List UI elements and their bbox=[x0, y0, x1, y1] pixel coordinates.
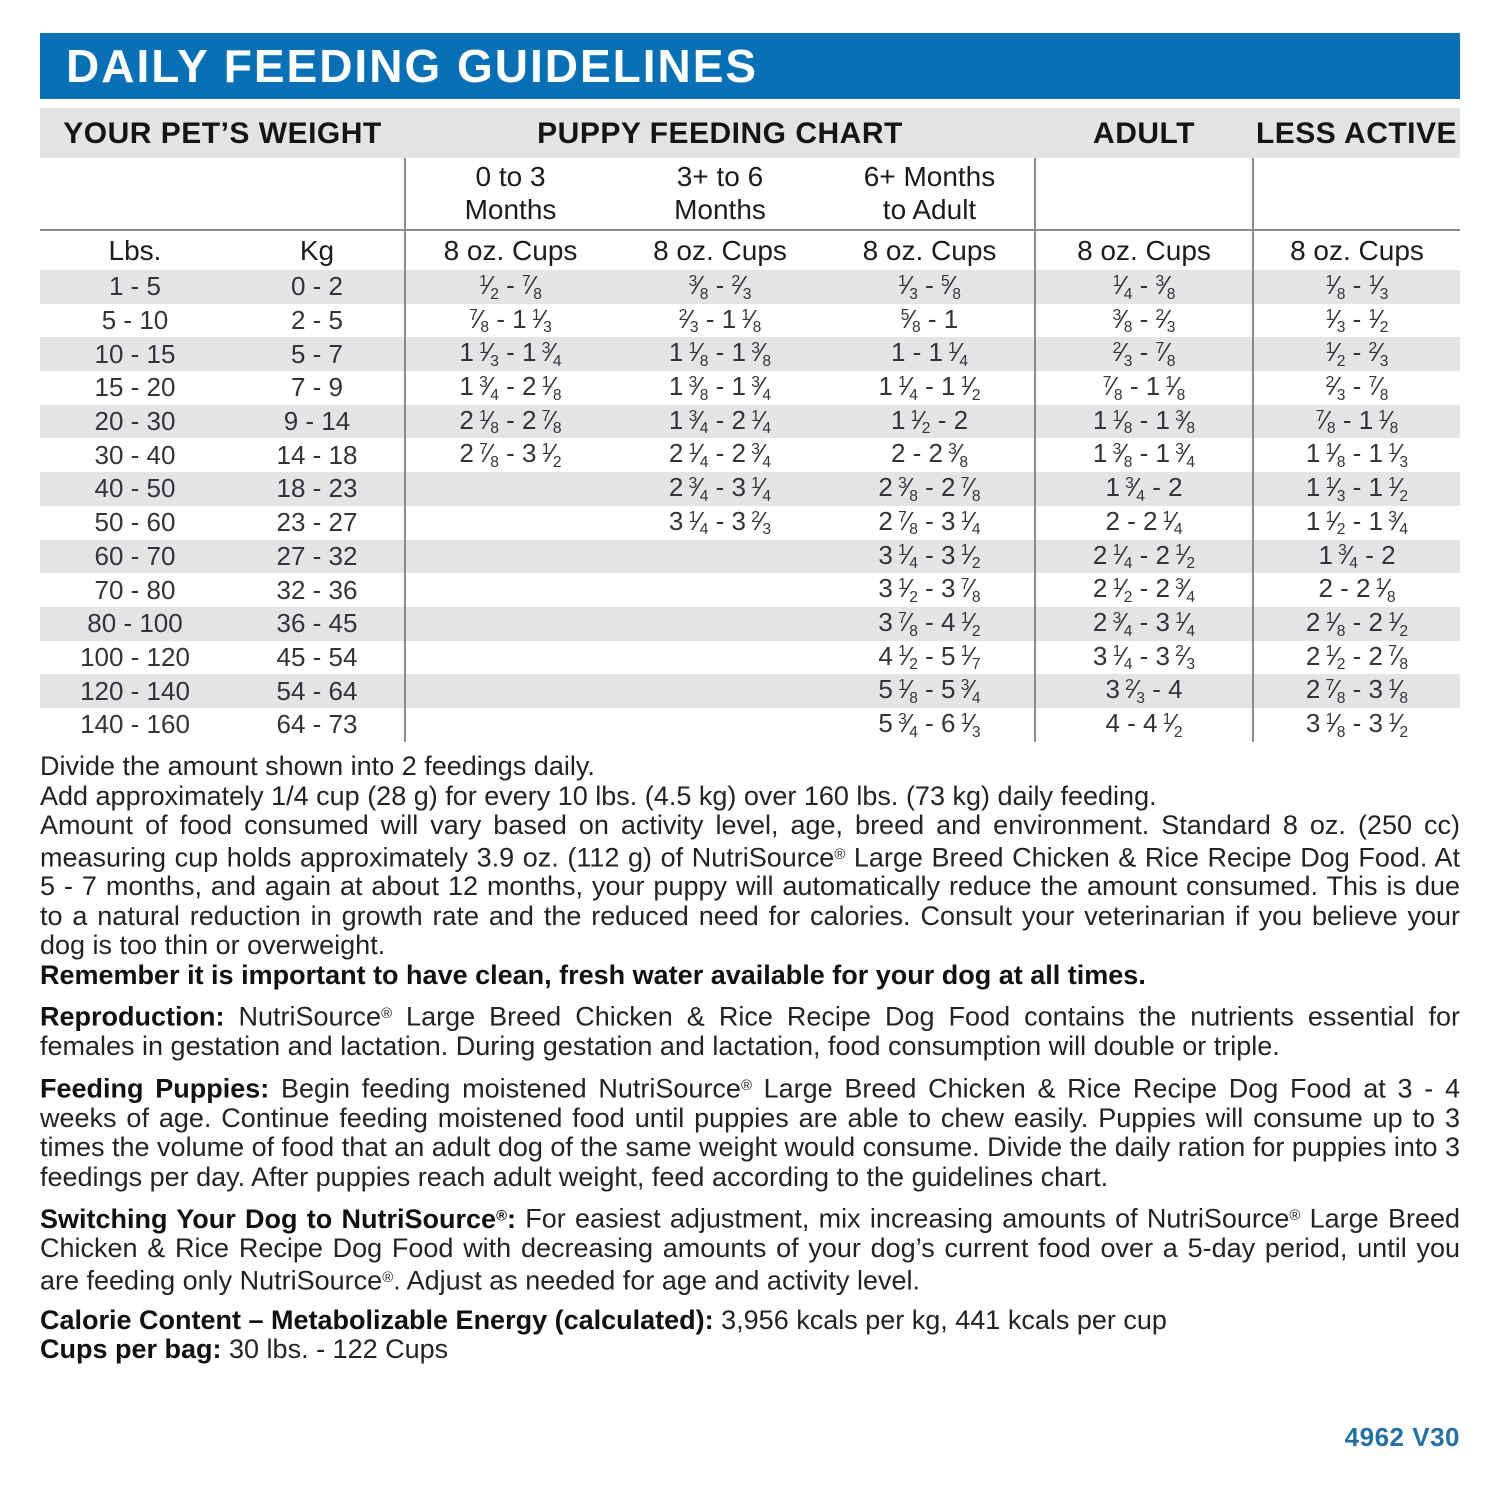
weight-kg-cell: 64 - 73 bbox=[276, 709, 358, 740]
table-row bbox=[40, 607, 1460, 641]
weight-lbs-cell: 120 - 140 bbox=[80, 675, 190, 706]
section-header-less-active: LESS ACTIVE bbox=[1255, 117, 1458, 150]
less-active-cell: 1 $^1⁄_2 - 1$ $^3⁄_4$ bbox=[1253, 506, 1460, 540]
puppy-3-6-cell bbox=[615, 540, 825, 574]
units-label: 8 oz. Cups bbox=[405, 230, 615, 270]
table-row bbox=[40, 270, 1460, 304]
weight-kg-cell: 32 - 36 bbox=[276, 574, 358, 605]
weight-lbs-cell: 40 - 50 bbox=[94, 473, 176, 504]
weight-lbs-cell: 50 - 60 bbox=[94, 507, 176, 538]
column-header-kg: Kg bbox=[230, 230, 405, 270]
adult-cell: $^1⁄_4$ - $^3⁄_8$ bbox=[1035, 270, 1253, 304]
table-row bbox=[40, 708, 1460, 742]
note-paragraph: Divide the amount shown into 2 feedings daily. bbox=[40, 751, 595, 781]
puppy-0-3-cell: 2 $^7⁄_8 - 3$ $^1⁄_2$ bbox=[405, 438, 615, 472]
puppy-6-adult-cell: 3 $^1⁄_2 - 3$ $^7⁄_8$ bbox=[878, 573, 981, 606]
less-active-cell: 1 $^1⁄_3 - 1$ $^1⁄_2$ bbox=[1253, 472, 1460, 506]
puppy-0-3-cell bbox=[405, 641, 615, 675]
puppy-3-6-cell: 1 $^3⁄_8 - 1$ $^3⁄_4$ bbox=[668, 371, 772, 404]
note-paragraph: Calorie Content – Metabolizable Energy (calculated): 3,956 kcals per kg, 441 kcals per cup bbox=[40, 1304, 1167, 1335]
puppy-3-6-cell: $^2⁄_3 - 1$ $^1⁄_8$ bbox=[678, 303, 762, 337]
units-header-row bbox=[40, 230, 1460, 270]
month-header-row bbox=[40, 158, 1460, 230]
puppy-6-adult-cell: 3 $^1⁄_4 - 3$ $^1⁄_2$ bbox=[878, 539, 981, 573]
puppy-3-6-cell bbox=[615, 708, 825, 742]
note-paragraph: Amount of food consumed will vary based on activity level, age, breed and environment. Standard 8 oz. (250 cc) measuring cup holds approximately 3.9 oz. (112 g) of NutriSource® Large Breed Chicken & Rice Recipe Dog Food. At 5 - 7 months, and again at about 12 months, your puppy will automatically reduce the amount consumed. This is due to a natural reduction in growth rate and the reduced need for calories. Consult your veterinarian if you believe your dog is too thin or overweight. bbox=[40, 810, 1460, 961]
adult-cell: 2 $^3⁄_4 - 3$ $^1⁄_4$ bbox=[1035, 607, 1253, 641]
product-code: 4962 V30 bbox=[1344, 1422, 1460, 1452]
units-label: 8 oz. Cups bbox=[1253, 230, 1460, 270]
puppy-3-6-cell: 3 $^1⁄_4 - 3$ $^2⁄_3$ bbox=[668, 505, 772, 539]
adult-cell: 2 - 2 $^1⁄_4$ bbox=[1035, 506, 1253, 540]
month-header-3-6: 3+ to 6 Months bbox=[674, 161, 766, 225]
adult-cell: 4 - 4 $^1⁄_2$ bbox=[1035, 708, 1253, 742]
adult-cell: 3 $^2⁄_3 - 4$ bbox=[1035, 674, 1253, 708]
puppy-6-adult-cell: 3 $^7⁄_8 - 4$ $^1⁄_2$ bbox=[878, 606, 981, 640]
puppy-6-adult-cell: 5 $^3⁄_4 - 6$ $^1⁄_3$ bbox=[878, 707, 981, 741]
table-row bbox=[40, 674, 1460, 708]
weight-lbs-cell: 70 - 80 bbox=[94, 574, 176, 605]
adult-cell: 3 $^1⁄_4 - 3$ $^2⁄_3$ bbox=[1035, 641, 1253, 675]
month-header-6-adult: 6+ Months to Adult bbox=[863, 161, 996, 225]
less-active-cell: $^1⁄_8$ - $^1⁄_3$ bbox=[1253, 270, 1460, 304]
weight-lbs-cell: 20 - 30 bbox=[94, 406, 176, 437]
puppy-3-6-cell: 1 $^3⁄_4 - 2$ $^1⁄_4$ bbox=[668, 404, 772, 438]
weight-kg-cell: 7 - 9 bbox=[290, 372, 344, 403]
weight-lbs-cell: 60 - 70 bbox=[94, 540, 176, 571]
adult-cell: $^3⁄_8$ - $^2⁄_3$ bbox=[1035, 304, 1253, 338]
table-row bbox=[40, 371, 1460, 405]
table-row bbox=[40, 337, 1460, 371]
puppy-3-6-cell: 2 $^1⁄_4 - 2$ $^3⁄_4$ bbox=[668, 438, 772, 472]
less-active-cell: 1 $^3⁄_4 - 2$ bbox=[1253, 540, 1460, 574]
table-row bbox=[40, 506, 1460, 540]
puppy-6-adult-cell: 5 $^1⁄_8 - 5$ $^3⁄_4$ bbox=[878, 674, 981, 707]
puppy-0-3-cell: 1 $^1⁄_3 - 1$ $^3⁄_4$ bbox=[405, 337, 615, 371]
puppy-0-3-cell bbox=[405, 708, 615, 742]
puppy-0-3-cell bbox=[405, 674, 615, 708]
puppy-6-adult-cell: 1 $^1⁄_4 - 1$ $^1⁄_2$ bbox=[878, 371, 981, 404]
puppy-0-3-cell bbox=[405, 573, 615, 607]
table-row bbox=[40, 540, 1460, 574]
note-paragraph: Switching Your Dog to NutriSource®: For easiest adjustment, mix increasing amounts of NutriSource® Large Breed Chicken & Rice Recipe Dog Food with decreasing amounts of your dog’s current food over a 5-day period, until you are feeding only NutriSource®. Adjust as needed for age and activity level. bbox=[40, 1203, 1460, 1296]
adult-cell: 1 $^3⁄_8 - 1$ $^3⁄_4$ bbox=[1035, 438, 1253, 472]
puppy-6-adult-cell: 2 - 2 $^3⁄_8$ bbox=[890, 438, 969, 472]
title-bar bbox=[40, 33, 1460, 99]
table-row bbox=[40, 438, 1460, 472]
units-label: 8 oz. Cups bbox=[615, 230, 825, 270]
puppy-6-adult-cell: 1 - 1 $^1⁄_4$ bbox=[890, 337, 969, 371]
table-row bbox=[40, 472, 1460, 506]
adult-cell: 2 $^1⁄_4 - 2$ $^1⁄_2$ bbox=[1035, 540, 1253, 574]
less-active-cell: $^2⁄_3$ - $^7⁄_8$ bbox=[1253, 371, 1460, 405]
less-active-cell: 1 $^1⁄_8 - 1$ $^1⁄_3$ bbox=[1253, 438, 1460, 472]
puppy-3-6-cell bbox=[615, 674, 825, 708]
page-title: DAILY FEEDING GUIDELINES bbox=[66, 40, 759, 92]
weight-kg-cell: 36 - 45 bbox=[276, 608, 358, 639]
weight-lbs-cell: 1 - 5 bbox=[108, 271, 162, 302]
note-paragraph: Remember it is important to have clean, fresh water available for your dog at all times. bbox=[40, 959, 1146, 990]
puppy-3-6-cell: 2 $^3⁄_4 - 3$ $^1⁄_4$ bbox=[668, 472, 772, 505]
puppy-3-6-cell bbox=[615, 607, 825, 641]
less-active-cell: 3 $^1⁄_8 - 3$ $^1⁄_2$ bbox=[1253, 708, 1460, 742]
puppy-3-6-cell: 1 $^1⁄_8 - 1$ $^3⁄_8$ bbox=[668, 337, 772, 371]
weight-kg-cell: 9 - 14 bbox=[283, 406, 351, 437]
less-active-cell: $^1⁄_3$ - $^1⁄_2$ bbox=[1253, 304, 1460, 338]
weight-kg-cell: 18 - 23 bbox=[276, 473, 358, 504]
puppy-3-6-cell bbox=[615, 573, 825, 607]
puppy-0-3-cell bbox=[405, 472, 615, 506]
less-active-cell: 2 $^1⁄_2 - 2$ $^7⁄_8$ bbox=[1253, 641, 1460, 675]
puppy-6-adult-cell: 2 $^3⁄_8 - 2$ $^7⁄_8$ bbox=[878, 472, 981, 505]
weight-kg-cell: 45 - 54 bbox=[276, 641, 358, 672]
table-section-header bbox=[40, 108, 1460, 158]
adult-cell: $^7⁄_8 - 1$ $^1⁄_8$ bbox=[1035, 371, 1253, 405]
puppy-0-3-cell: $^7⁄_8 - 1$ $^1⁄_3$ bbox=[405, 304, 615, 338]
weight-lbs-cell: 30 - 40 bbox=[94, 439, 176, 470]
puppy-0-3-cell: $^1⁄_2$ - $^7⁄_8$ bbox=[405, 270, 615, 304]
less-active-cell: 2 - 2 $^1⁄_8$ bbox=[1253, 573, 1460, 607]
section-header-adult: ADULT bbox=[1093, 117, 1195, 150]
puppy-6-adult-cell: $^1⁄_3$ - $^5⁄_8$ bbox=[898, 270, 961, 303]
weight-kg-cell: 27 - 32 bbox=[276, 540, 358, 571]
weight-lbs-cell: 100 - 120 bbox=[80, 641, 190, 672]
puppy-6-adult-cell: 2 $^7⁄_8 - 3$ $^1⁄_4$ bbox=[878, 505, 981, 539]
puppy-0-3-cell bbox=[405, 607, 615, 641]
weight-kg-cell: 14 - 18 bbox=[276, 439, 358, 470]
puppy-6-adult-cell: 1 $^1⁄_2 - 2$ bbox=[890, 404, 969, 438]
puppy-0-3-cell: 1 $^3⁄_4 - 2$ $^1⁄_8$ bbox=[405, 371, 615, 405]
adult-cell: 2 $^1⁄_2 - 2$ $^3⁄_4$ bbox=[1035, 573, 1253, 607]
weight-kg-cell: 2 - 5 bbox=[290, 305, 344, 336]
section-header-puppy-chart: PUPPY FEEDING CHART bbox=[537, 117, 903, 150]
table-row bbox=[40, 405, 1460, 439]
less-active-cell: 2 $^1⁄_8 - 2$ $^1⁄_2$ bbox=[1253, 607, 1460, 641]
units-label: 8 oz. Cups bbox=[1035, 230, 1253, 270]
weight-kg-cell: 23 - 27 bbox=[276, 507, 358, 538]
table-row bbox=[40, 641, 1460, 675]
units-label: 8 oz. Cups bbox=[825, 230, 1035, 270]
note-paragraph: Add approximately 1/4 cup (28 g) for every 10 lbs. (4.5 kg) over 160 lbs. (73 kg) daily feeding. bbox=[40, 780, 1157, 811]
table-row bbox=[40, 304, 1460, 338]
table-row bbox=[40, 573, 1460, 607]
column-header-lbs: Lbs. bbox=[40, 230, 230, 270]
weight-lbs-cell: 15 - 20 bbox=[94, 372, 176, 403]
less-active-cell: $^7⁄_8 - 1$ $^1⁄_8$ bbox=[1253, 405, 1460, 439]
weight-lbs-cell: 5 - 10 bbox=[101, 305, 169, 336]
month-header-0-3: 0 to 3 Months bbox=[405, 158, 615, 230]
section-header-weight: YOUR PET’S WEIGHT bbox=[63, 117, 382, 150]
puppy-0-3-cell bbox=[405, 540, 615, 574]
weight-lbs-cell: 80 - 100 bbox=[87, 608, 183, 639]
weight-lbs-cell: 10 - 15 bbox=[94, 338, 176, 369]
puppy-3-6-cell bbox=[615, 641, 825, 675]
note-paragraph: Feeding Puppies: Begin feeding moistened NutriSource® Large Breed Chicken & Rice Recipe Dog Food at 3 - 4 weeks of age. Continue feeding moistened food until puppies are able to chew easily. Puppies will consume up to 3 times the volume of food that an adult dog of the same weight would consume. Divide the daily ration for puppies into 3 feedings per day. After puppies reach adult weight, feed according to the guidelines chart. bbox=[40, 1073, 1460, 1192]
adult-cell: 1 $^3⁄_4 - 2$ bbox=[1035, 472, 1253, 506]
puppy-0-3-cell bbox=[405, 506, 615, 540]
weight-kg-cell: 5 - 7 bbox=[290, 338, 344, 369]
puppy-0-3-cell: 2 $^1⁄_8 - 2$ $^7⁄_8$ bbox=[405, 405, 615, 439]
weight-lbs-cell: 140 - 160 bbox=[80, 709, 190, 740]
puppy-6-adult-cell: $^5⁄_8 - 1$ bbox=[900, 303, 959, 337]
weight-kg-cell: 54 - 64 bbox=[276, 675, 358, 706]
adult-cell: 1 $^1⁄_8 - 1$ $^3⁄_8$ bbox=[1035, 405, 1253, 439]
note-paragraph: Cups per bag: 30 lbs. - 122 Cups bbox=[40, 1334, 449, 1365]
puppy-3-6-cell: $^3⁄_8$ - $^2⁄_3$ bbox=[688, 270, 752, 303]
adult-cell: $^2⁄_3$ - $^7⁄_8$ bbox=[1035, 337, 1253, 371]
less-active-cell: 2 $^7⁄_8 - 3$ $^1⁄_8$ bbox=[1253, 674, 1460, 708]
feeding-notes bbox=[40, 752, 1460, 1365]
puppy-6-adult-cell: 4 $^1⁄_2 - 5$ $^1⁄_7$ bbox=[878, 640, 981, 674]
weight-kg-cell: 0 - 2 bbox=[290, 271, 344, 302]
feeding-table bbox=[40, 158, 1460, 742]
less-active-cell: $^1⁄_2$ - $^2⁄_3$ bbox=[1253, 337, 1460, 371]
note-paragraph: Reproduction: NutriSource® Large Breed Chicken & Rice Recipe Dog Food contains the nutrients essential for females in gestation and lactation. During gestation and lactation, food consumption will double or triple. bbox=[40, 1001, 1460, 1062]
feeding-table-body bbox=[40, 270, 1460, 742]
